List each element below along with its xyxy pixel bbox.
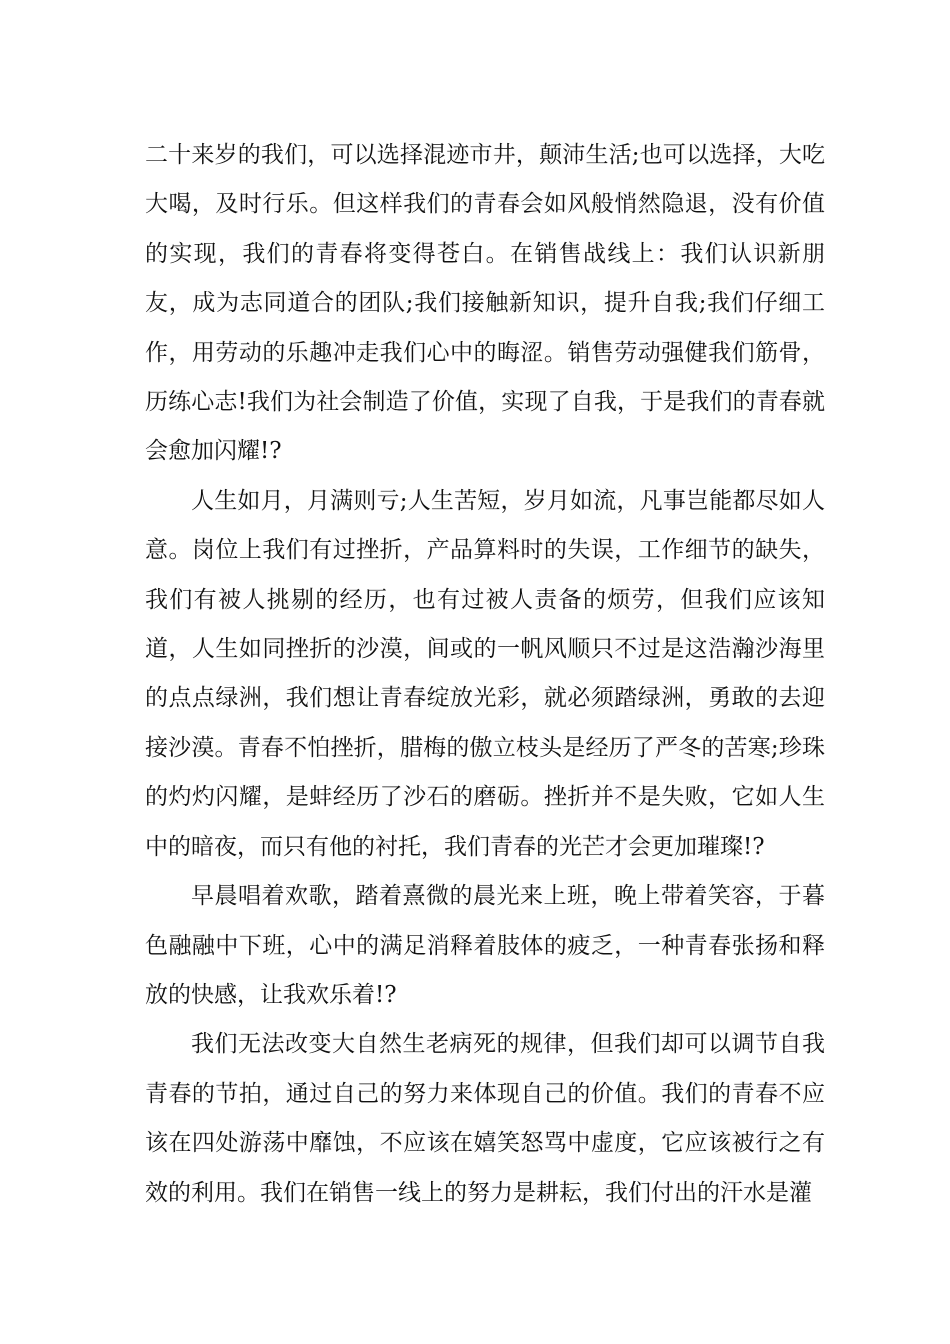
paragraph-3: 早晨唱着欢歌，踏着熹微的晨光来上班，晚上带着笑容，于暮色融融中下班，心中的满足消释着肢体的疲乏，一种青春张扬和释放的快感，让我欢乐着!? xyxy=(145,883,825,1008)
paragraph-1: 二十来岁的我们，可以选择混迹市井，颠沛生活;也可以选择，大吃大喝，及时行乐。但这样我们的青春会如风般悄然隐退，没有价值的实现，我们的青春将变得苍白。在销售战线上：我们认识新朋友，成为志同道合的团队;我们接触新知识，提升自我;我们仔细工作，用劳动的乐趣冲走我们心中的晦涩。销售劳动强健我们筋骨，历练心志!我们为社会制造了价值，实现了自我，于是我们的青春就会愈加闪耀!? xyxy=(145,142,825,465)
paragraph-2: 人生如月，月满则亏;人生苦短，岁月如流，凡事岂能都尽如人意。岗位上我们有过挫折，产品算料时的失误，工作细节的缺失，我们有被人挑剔的经历，也有过被人责备的烦劳，但我们应该知道，人生如同挫折的沙漠，间或的一帆风顺只不过是这浩瀚沙海里的点点绿洲，我们想让青春绽放光彩，就必须踏绿洲，勇敢的去迎接沙漠。青春不怕挫折，腊梅的傲立枝头是经历了严冬的苦寒;珍珠的灼灼闪耀，是蚌经历了沙石的磨砺。挫折并不是失败，它如人生中的暗夜，而只有他的衬托，我们青春的光芒才会更加璀璨!? xyxy=(145,487,825,860)
paragraph-4: 我们无法改变大自然生老病死的规律，但我们却可以调节自我青春的节拍，通过自己的努力来体现自己的价值。我们的青春不应该在四处游荡中靡蚀，不应该在嬉笑怒骂中虚度，它应该被行之有效的利用。我们在销售一线上的努力是耕耘，我们付出的汗水是灌 xyxy=(145,1031,825,1206)
document-page xyxy=(145,131,825,1218)
